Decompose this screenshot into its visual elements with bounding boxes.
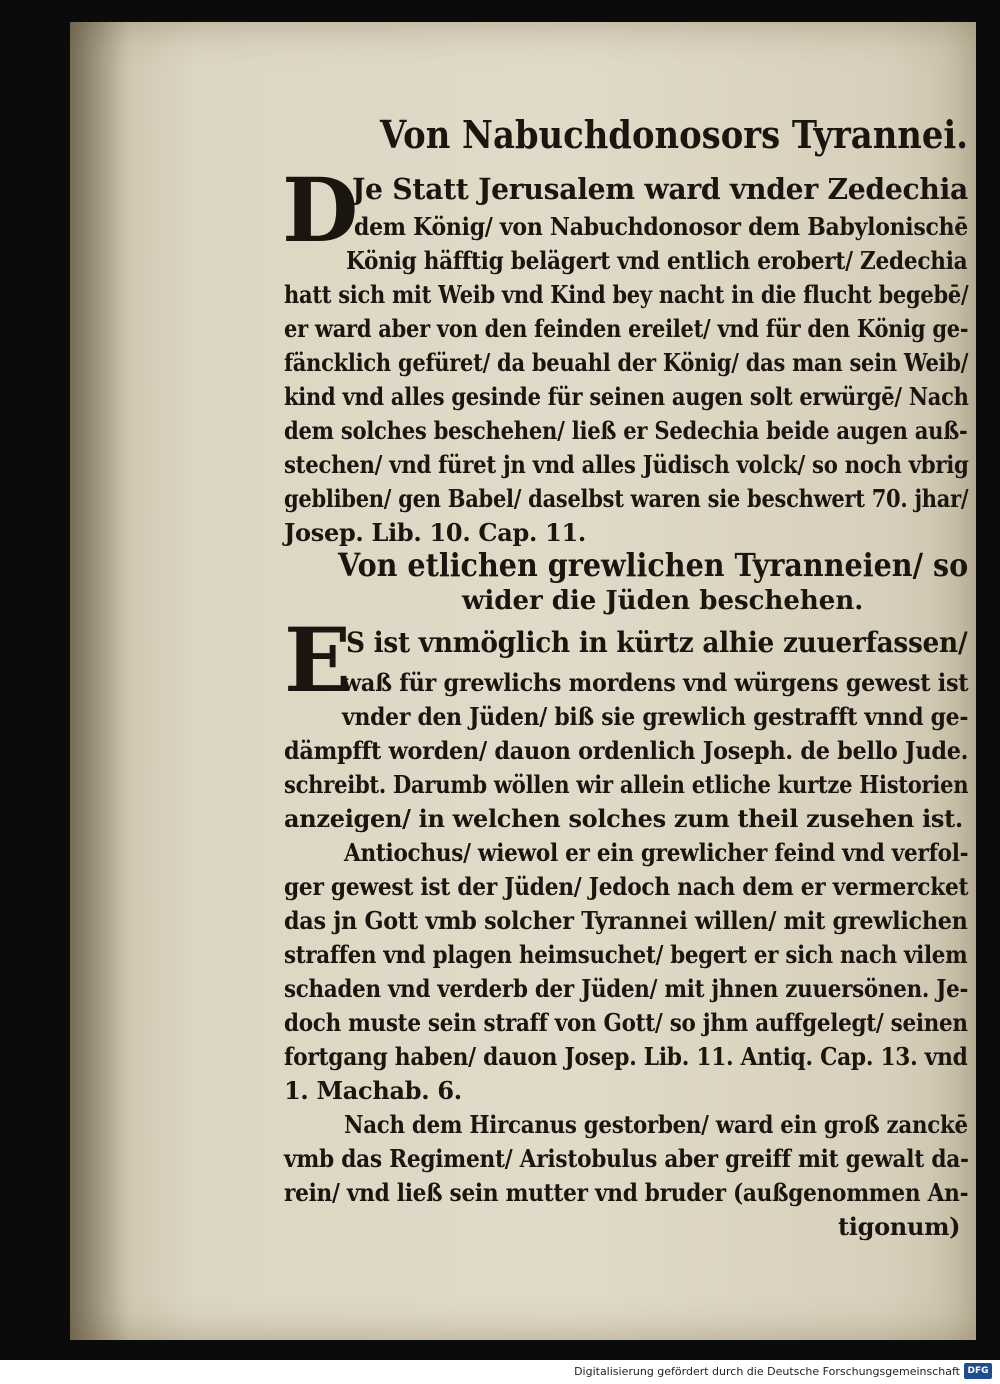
catchword: tigonum) [838, 1212, 961, 1241]
text-line: ger gewest ist der Jüden/ Jedoch nach dem er vermercket [284, 872, 969, 901]
text-line: dämpfft worden/ dauon ordenlich Joseph. de bello Jude. [284, 736, 969, 765]
text-line: gebliben/ gen Babel/ daselbst waren sie beschwert 70. jhar/ [284, 484, 969, 513]
text-line: anzeigen/ in welchen solches zum theil zusehen ist. [284, 804, 963, 833]
text-line: Josep. Lib. 10. Cap. 11. [284, 518, 586, 547]
text-line: schaden vnd verderb der Jüden/ mit jhnen zuuersönen. Je- [284, 974, 969, 1003]
text-line: waß für grewlichs mordens vnd würgens gewest ist [342, 668, 969, 697]
text-line: Je Statt Jerusalem ward vnder Zedechia [352, 172, 969, 206]
page-gutter-shadow [70, 22, 130, 1340]
heading-nabuchdonosor: Von Nabuchdonosors Tyrannei. [380, 112, 969, 157]
text-line: hatt sich mit Weib vnd Kind bey nacht in die flucht begebē/ [284, 280, 969, 309]
text-line: S ist vnmöglich in kürtz alhie zuuerfassen/ [346, 626, 968, 659]
drop-initial-e: E [284, 608, 352, 712]
text-line: vmb das Regiment/ Aristobulus aber greiff mit gewalt da- [284, 1144, 969, 1173]
text-line: dem solches beschehen/ ließ er Sedechia beide augen auß- [284, 416, 968, 445]
heading-tyranneien: Von etlichen grewlichen Tyranneien/ so [338, 546, 969, 584]
text-line: 1. Machab. 6. [284, 1076, 462, 1105]
footer-bar [0, 1360, 1000, 1384]
heading-tyranneien-sub: wider die Jüden beschehen. [462, 586, 864, 616]
text-line: König häfftig belägert vnd entlich erobert/ Zedechia [346, 246, 968, 275]
text-line: straffen vnd plagen heimsuchet/ begert er sich nach vilem [284, 940, 968, 969]
text-line: das jn Gott vmb solcher Tyrannei willen/ mit grewlichen [284, 906, 968, 935]
text-line: fortgang haben/ dauon Josep. Lib. 11. Antiq. Cap. 13. vnd [284, 1042, 968, 1071]
text-line: vnder den Jüden/ biß sie grewlich gestrafft vnnd ge- [342, 702, 969, 731]
text-line: dem König/ von Nabuchdonosor dem Babylonischē [354, 212, 969, 241]
text-line: fäncklich gefüret/ da beuahl der König/ das man sein Weib/ [284, 348, 969, 377]
text-line: doch muste sein straff von Gott/ so jhm auffgelegt/ seinen [284, 1008, 968, 1037]
drop-initial-d: D [282, 158, 359, 262]
text-line: Nach dem Hircanus gestorben/ ward ein groß zanckē [344, 1110, 968, 1139]
text-line: schreibt. Darumb wöllen wir allein etliche kurtze Historien [284, 770, 969, 799]
dfg-logo-icon: DFG [964, 1363, 992, 1379]
text-line: kind vnd alles gesinde für seinen augen solt erwürgē/ Nach [284, 382, 969, 411]
text-line: stechen/ vnd füret jn vnd alles Jüdisch volck/ so noch vbrig [284, 450, 969, 479]
text-line: er ward aber von den feinden ereilet/ vnd für den König ge- [284, 314, 969, 343]
funding-notice: Digitalisierung gefördert durch die Deutsche Forschungsgemeinschaft [574, 1365, 960, 1378]
text-line: Antiochus/ wiewol er ein grewlicher feind vnd verfol- [344, 838, 969, 867]
text-line: rein/ vnd ließ sein mutter vnd bruder (außgenommen An- [284, 1178, 969, 1207]
